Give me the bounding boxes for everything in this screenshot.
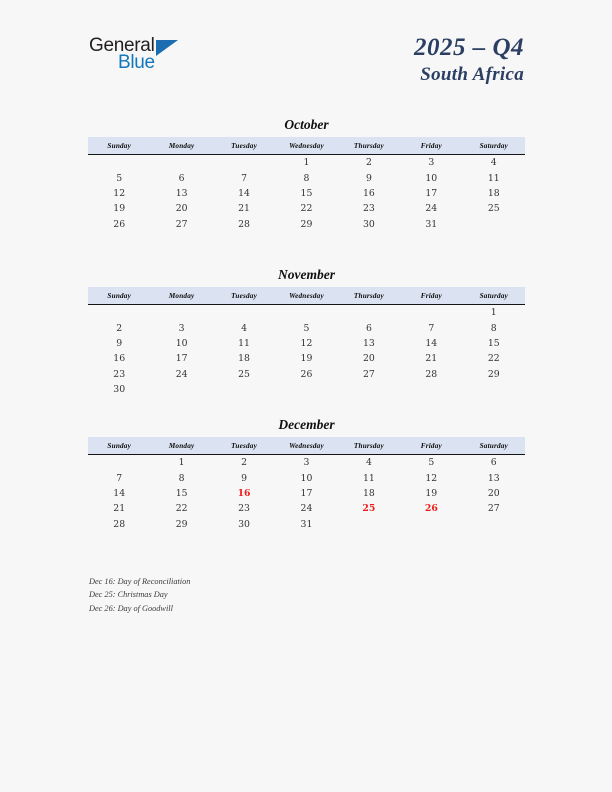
calendar-day-holiday[interactable]: 25: [362, 503, 376, 515]
calendar-day[interactable]: 29: [175, 518, 188, 530]
calendar-day[interactable]: 23: [238, 503, 250, 515]
calendar-day-empty: [213, 155, 275, 171]
weekday-header-wednesday: Wednesday: [275, 437, 337, 455]
calendar-day[interactable]: 22: [175, 503, 188, 515]
calendar-day[interactable]: 2: [116, 322, 123, 334]
weekday-header-wednesday: Wednesday: [275, 137, 337, 155]
calendar-day[interactable]: 6: [490, 457, 497, 469]
calendar-day[interactable]: 16: [113, 353, 126, 365]
calendar-body: [88, 155, 525, 232]
calendar-day-empty: [88, 155, 150, 171]
calendar-week-row: [88, 201, 525, 216]
calendar-day[interactable]: 7: [116, 472, 123, 484]
calendar-table: [88, 437, 525, 532]
page-subtitle: South Africa: [420, 64, 524, 85]
calendar-day-empty: [213, 305, 275, 321]
triangle-icon: [156, 40, 178, 56]
calendar-day[interactable]: 14: [425, 337, 438, 349]
calendar-week-row: [88, 217, 525, 232]
weekday-header-thursday: Thursday: [338, 137, 400, 155]
calendar-day[interactable]: 1: [178, 457, 185, 469]
weekday-header-friday: Friday: [400, 137, 462, 155]
calendar-day[interactable]: 25: [487, 203, 500, 215]
calendar-day[interactable]: 9: [241, 472, 248, 484]
calendar-day[interactable]: 3: [428, 157, 435, 169]
weekday-header-tuesday: Tuesday: [213, 437, 275, 455]
calendar-week-row: [88, 155, 525, 171]
weekday-header-sunday: Sunday: [88, 137, 150, 155]
calendar-day[interactable]: 16: [362, 187, 375, 199]
weekday-header-saturday: Saturday: [463, 137, 525, 155]
calendar-day-empty: [463, 517, 525, 532]
title-block: [414, 33, 524, 87]
calendar-day-empty: [150, 382, 212, 397]
calendar-day[interactable]: 27: [175, 218, 188, 230]
calendar-day-empty: [338, 517, 400, 532]
month-block-december: [88, 416, 525, 532]
calendar-day[interactable]: 3: [178, 322, 185, 334]
calendar-day-empty: [400, 517, 462, 532]
calendar-day[interactable]: 26: [300, 368, 313, 380]
calendar-day-empty: [150, 305, 212, 321]
calendar-day[interactable]: 22: [300, 203, 313, 215]
calendar-day[interactable]: 23: [362, 203, 375, 215]
calendar-day[interactable]: 9: [116, 337, 123, 349]
calendar-day[interactable]: 26: [113, 218, 126, 230]
brand-logo: [89, 36, 199, 80]
calendar-day[interactable]: 8: [490, 322, 497, 334]
month-block-october: [88, 116, 525, 232]
calendar-day[interactable]: 4: [365, 457, 372, 469]
calendar-day[interactable]: 24: [300, 503, 313, 515]
calendar-day-empty: [275, 382, 337, 397]
calendar-day[interactable]: 21: [113, 503, 126, 515]
calendar-day[interactable]: 13: [362, 337, 375, 349]
calendar-day[interactable]: 20: [362, 353, 375, 365]
calendar-day[interactable]: 17: [175, 353, 188, 365]
weekday-header-tuesday: Tuesday: [213, 137, 275, 155]
calendar-day[interactable]: 2: [241, 457, 248, 469]
calendar-week-row: [88, 186, 525, 201]
month-title: December: [278, 417, 335, 432]
brand-name-top: General: [89, 35, 155, 56]
calendar-day-empty: [338, 305, 400, 321]
calendar-day[interactable]: 12: [425, 472, 438, 484]
calendar-day[interactable]: 11: [487, 172, 500, 184]
weekday-header-wednesday: Wednesday: [275, 287, 337, 305]
calendar-day[interactable]: 30: [362, 218, 375, 230]
calendar-day[interactable]: 18: [238, 353, 250, 365]
calendar-week-row: [88, 305, 525, 321]
calendar-day[interactable]: 19: [300, 353, 313, 365]
calendar-day[interactable]: 12: [300, 337, 313, 349]
calendar-week-row: [88, 455, 525, 471]
calendar-table: [88, 137, 525, 232]
calendar-week-row: [88, 367, 525, 382]
calendar-week-row: [88, 470, 525, 485]
calendar-day[interactable]: 21: [425, 353, 438, 365]
calendar-day-empty: [275, 305, 337, 321]
calendar-day[interactable]: 19: [425, 487, 438, 499]
calendar-day[interactable]: 29: [487, 368, 500, 380]
calendar-day[interactable]: 15: [175, 487, 188, 499]
calendar-day[interactable]: 3: [303, 457, 310, 469]
weekday-header-saturday: Saturday: [463, 287, 525, 305]
calendar-day[interactable]: 30: [113, 384, 126, 396]
calendar-day[interactable]: 30: [238, 518, 250, 530]
calendar-day[interactable]: 17: [300, 487, 313, 499]
weekday-header-saturday: Saturday: [463, 437, 525, 455]
calendar-day-empty: [400, 382, 462, 397]
calendar-day[interactable]: 5: [428, 457, 435, 469]
weekday-header-monday: Monday: [150, 287, 212, 305]
calendar-day-empty: [400, 305, 462, 321]
calendar-week-row: [88, 517, 525, 532]
weekday-header-friday: Friday: [400, 287, 462, 305]
weekday-header-row: [88, 437, 525, 455]
calendar-day[interactable]: 18: [362, 487, 375, 499]
calendar-week-row: [88, 382, 525, 397]
calendar-day[interactable]: 31: [300, 518, 313, 530]
calendar-day[interactable]: 20: [175, 203, 188, 215]
calendar-day[interactable]: 14: [113, 487, 126, 499]
weekday-header-monday: Monday: [150, 137, 212, 155]
calendar-day[interactable]: 31: [425, 218, 438, 230]
weekday-header-tuesday: Tuesday: [213, 287, 275, 305]
calendar-week-row: [88, 170, 525, 185]
calendar-week-row: [88, 336, 525, 351]
calendar-day[interactable]: 28: [113, 518, 126, 530]
calendar-day[interactable]: 23: [113, 368, 126, 380]
calendar-day[interactable]: 4: [490, 157, 497, 169]
calendar-day[interactable]: 12: [113, 187, 126, 199]
calendar-day[interactable]: 18: [487, 187, 500, 199]
calendar-day[interactable]: 7: [428, 322, 435, 334]
calendar-day[interactable]: 7: [241, 172, 248, 184]
calendar-day[interactable]: 8: [178, 472, 185, 484]
calendar-day[interactable]: 21: [238, 203, 250, 215]
calendar-day[interactable]: 9: [365, 172, 372, 184]
calendar-day[interactable]: 13: [175, 187, 188, 199]
calendar-day-holiday[interactable]: 16: [237, 487, 251, 499]
calendar-day[interactable]: 1: [490, 307, 497, 319]
calendar-week-row: [88, 501, 525, 516]
calendar-week-row: [88, 486, 525, 501]
weekday-header-sunday: Sunday: [88, 287, 150, 305]
calendar-week-row: [88, 320, 525, 335]
month-block-november: [88, 266, 525, 397]
weekday-header-row: [88, 137, 525, 155]
calendar-day[interactable]: 28: [425, 368, 438, 380]
calendar-day-holiday[interactable]: 26: [424, 503, 438, 515]
calendar-day[interactable]: 19: [113, 203, 126, 215]
calendar-day[interactable]: 5: [303, 322, 310, 334]
calendar-day[interactable]: 24: [425, 203, 438, 215]
calendar-body: [88, 305, 525, 398]
weekday-header-monday: Monday: [150, 437, 212, 455]
brand-name-bottom: Blue: [118, 52, 155, 73]
calendar-day[interactable]: 20: [487, 487, 500, 499]
calendar-day[interactable]: 6: [365, 322, 372, 334]
page-header: [0, 0, 612, 108]
calendar-day[interactable]: 25: [238, 368, 250, 380]
calendar-day[interactable]: 13: [487, 472, 500, 484]
calendar-day[interactable]: 29: [300, 218, 313, 230]
calendar-table: [88, 287, 525, 397]
calendar-day-empty: [463, 217, 525, 232]
calendar-day[interactable]: 10: [425, 172, 438, 184]
calendar-day-empty: [88, 305, 150, 321]
month-title: November: [278, 267, 335, 282]
calendar-day[interactable]: 4: [241, 322, 248, 334]
holiday-legend: [89, 575, 389, 615]
calendar-day[interactable]: 28: [238, 218, 250, 230]
calendar-day[interactable]: 5: [116, 172, 123, 184]
page-title: 2025 – Q4: [413, 34, 524, 61]
weekday-header-friday: Friday: [400, 437, 462, 455]
calendar-day[interactable]: 11: [238, 337, 250, 349]
legend-item: Dec 26: Day of Goodwill: [89, 603, 173, 613]
calendar-day-empty: [463, 382, 525, 397]
weekday-header-sunday: Sunday: [88, 437, 150, 455]
calendar-day-empty: [213, 382, 275, 397]
calendar-day[interactable]: 27: [362, 368, 375, 380]
calendar-day[interactable]: 27: [487, 503, 500, 515]
calendar-day-empty: [338, 382, 400, 397]
calendar-day[interactable]: 6: [178, 172, 185, 184]
calendar-week-row: [88, 351, 525, 366]
calendar-day[interactable]: 22: [487, 353, 500, 365]
calendar-day[interactable]: 15: [487, 337, 500, 349]
calendar-day[interactable]: 14: [238, 187, 250, 199]
calendar-day[interactable]: 2: [365, 157, 372, 169]
calendar-day-empty: [88, 455, 150, 471]
calendar-day[interactable]: 17: [425, 187, 438, 199]
calendar-day[interactable]: 24: [175, 368, 188, 380]
calendar-day[interactable]: 8: [303, 172, 310, 184]
calendar-day[interactable]: 11: [362, 472, 375, 484]
legend-item: Dec 16: Day of Reconciliation: [89, 577, 191, 586]
weekday-header-thursday: Thursday: [338, 437, 400, 455]
weekday-header-thursday: Thursday: [338, 287, 400, 305]
calendar-day[interactable]: 10: [175, 337, 188, 349]
legend-item: Dec 25: Christmas Day: [89, 590, 168, 600]
weekday-header-row: [88, 287, 525, 305]
calendar-body: [88, 455, 525, 532]
calendar-day[interactable]: 10: [300, 472, 313, 484]
calendar-day-empty: [150, 155, 212, 171]
calendar-day[interactable]: 15: [300, 187, 313, 199]
calendar-day[interactable]: 1: [303, 157, 310, 169]
month-title: October: [284, 117, 329, 132]
